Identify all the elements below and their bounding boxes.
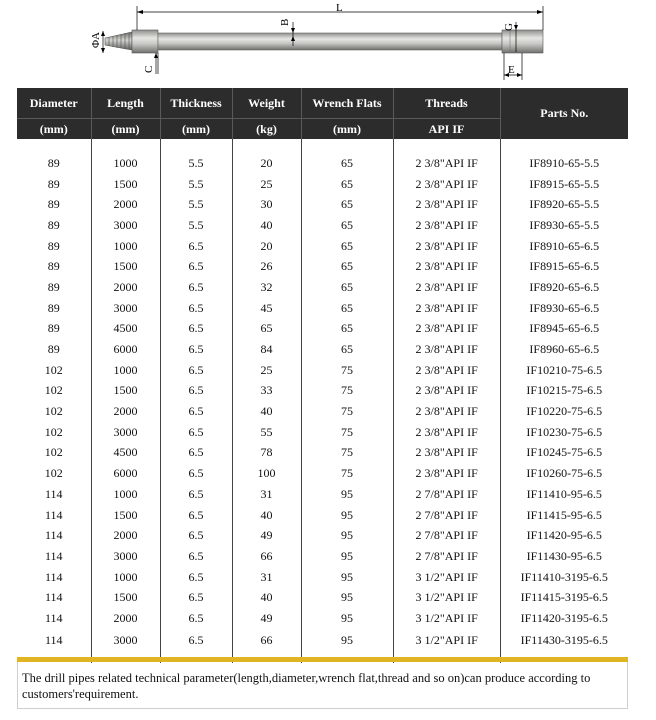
cell-diameter: 114: [44, 528, 63, 543]
cell-wrench-flats: 75: [301, 443, 393, 464]
cell-diameter: 89: [47, 197, 60, 212]
cell-weight: 20: [232, 236, 301, 257]
cell-length: 1500: [91, 256, 160, 277]
cell-wrench-flats: 95: [301, 546, 393, 567]
cell-threads: 2 3/8"API IF: [393, 194, 500, 215]
pin-thread-end: [105, 32, 132, 50]
table-row: [17, 236, 628, 257]
cell-weight: 49: [232, 608, 301, 629]
dimension-C: [143, 53, 158, 74]
cell-diameter: 102: [44, 362, 63, 377]
cell-parts-no: IF8920-65-6.5: [500, 277, 628, 298]
cell-threads: 2 3/8"API IF: [393, 401, 500, 422]
header-wrench-flats: Wrench Flats: [301, 88, 393, 119]
table-row: [17, 256, 628, 277]
cell-thickness: 6.5: [160, 422, 232, 443]
cell-parts-no: IF8915-65-6.5: [500, 256, 628, 277]
unit-wrench-flats: (mm): [301, 119, 393, 140]
cell-weight: 25: [232, 360, 301, 381]
cell-diameter: 89: [47, 238, 60, 253]
cell-diameter: 114: [44, 590, 63, 605]
cell-thickness: 5.5: [160, 215, 232, 236]
cell-thickness: 6.5: [160, 339, 232, 360]
cell-threads: 2 3/8"API IF: [393, 174, 500, 195]
cell-weight: 26: [232, 256, 301, 277]
cell-parts-no: IF8930-65-5.5: [500, 215, 628, 236]
cell-threads: 2 3/8"API IF: [393, 298, 500, 319]
cell-weight: 20: [232, 153, 301, 174]
cell-parts-no: IF8945-65-6.5: [500, 319, 628, 340]
dimension-E: [504, 53, 522, 80]
table-row: [17, 608, 628, 629]
cell-thickness: 5.5: [160, 153, 232, 174]
cell-threads: 3 1/2"API IF: [393, 587, 500, 608]
cell-thickness: 6.5: [160, 463, 232, 484]
cell-wrench-flats: 95: [301, 505, 393, 526]
cell-threads: 2 7/8"API IF: [393, 484, 500, 505]
drill-pipe-diagram: [0, 0, 656, 90]
cell-threads: 2 7/8"API IF: [393, 525, 500, 546]
footer-note: The drill pipes related technical parameter(length,diameter,wrench flat,thread and so on)can produce according to customers'requirement.: [17, 662, 628, 709]
cell-parts-no: IF11430-3195-6.5: [500, 629, 628, 663]
cell-thickness: 6.5: [160, 319, 232, 340]
cell-parts-no: IF8960-65-6.5: [500, 339, 628, 360]
cell-threads: 2 7/8"API IF: [393, 505, 500, 526]
cell-wrench-flats: 95: [301, 629, 393, 663]
cell-diameter: 89: [47, 342, 60, 357]
cell-wrench-flats: 65: [301, 339, 393, 360]
table-row: [17, 525, 628, 546]
cell-wrench-flats: 95: [301, 608, 393, 629]
header-thickness: Thickness: [160, 88, 232, 119]
table-row: [17, 298, 628, 319]
cell-weight: 49: [232, 525, 301, 546]
cell-threads: 2 3/8"API IF: [393, 463, 500, 484]
cell-parts-no: IF10230-75-6.5: [500, 422, 628, 443]
cell-parts-no: IF11415-95-6.5: [500, 505, 628, 526]
cell-wrench-flats: 65: [301, 153, 393, 174]
cell-wrench-flats: 95: [301, 567, 393, 588]
cell-weight: 100: [232, 463, 301, 484]
dim-label-C: C: [143, 65, 155, 73]
table-row: [17, 194, 628, 215]
cell-weight: 40: [232, 215, 301, 236]
cell-thickness: 5.5: [160, 174, 232, 195]
cell-weight: 66: [232, 546, 301, 567]
cell-parts-no: IF11410-3195-6.5: [500, 567, 628, 588]
cell-wrench-flats: 65: [301, 194, 393, 215]
cell-weight: 40: [232, 505, 301, 526]
cell-diameter: 102: [44, 466, 63, 481]
cell-diameter: 89: [47, 259, 60, 274]
table-row: [17, 215, 628, 236]
cell-thickness: 6.5: [160, 629, 232, 663]
cell-parts-no: IF10245-75-6.5: [500, 443, 628, 464]
cell-threads: 2 7/8"API IF: [393, 546, 500, 567]
cell-weight: 84: [232, 339, 301, 360]
cell-diameter: 89: [47, 176, 60, 191]
cell-parts-no: IF11430-95-6.5: [500, 546, 628, 567]
header-weight: Weight: [232, 88, 301, 119]
cell-length: 1500: [91, 587, 160, 608]
cell-threads: 2 3/8"API IF: [393, 422, 500, 443]
cell-diameter: 89: [47, 321, 60, 336]
cell-wrench-flats: 75: [301, 401, 393, 422]
table-row: [17, 174, 628, 195]
cell-thickness: 6.5: [160, 587, 232, 608]
cell-length: 2000: [91, 194, 160, 215]
table-row: [17, 360, 628, 381]
cell-diameter: 89: [47, 217, 60, 232]
header-parts-no: Parts No.: [500, 88, 628, 139]
table-row: [17, 277, 628, 298]
table-row: [17, 422, 628, 443]
cell-length: 2000: [91, 608, 160, 629]
header-row-names: [17, 88, 628, 119]
right-tool-joint: [502, 30, 543, 53]
cell-parts-no: IF8915-65-5.5: [500, 174, 628, 195]
header-length: Length: [91, 88, 160, 119]
cell-length: 1000: [91, 360, 160, 381]
cell-parts-no: IF8930-65-6.5: [500, 298, 628, 319]
cell-wrench-flats: 95: [301, 587, 393, 608]
cell-thickness: 6.5: [160, 381, 232, 402]
cell-threads: 2 3/8"API IF: [393, 443, 500, 464]
dim-label-B: B: [279, 18, 291, 26]
pipe-body: [158, 33, 502, 50]
cell-threads: 2 3/8"API IF: [393, 339, 500, 360]
cell-length: 1000: [91, 153, 160, 174]
table-row: [17, 153, 628, 174]
cell-diameter: 114: [44, 569, 63, 584]
cell-diameter: 89: [47, 155, 60, 170]
cell-threads: 2 3/8"API IF: [393, 236, 500, 257]
cell-weight: 31: [232, 567, 301, 588]
cell-wrench-flats: 65: [301, 319, 393, 340]
cell-weight: 78: [232, 443, 301, 464]
cell-weight: 30: [232, 194, 301, 215]
cell-thickness: 6.5: [160, 401, 232, 422]
cell-threads: 2 3/8"API IF: [393, 215, 500, 236]
cell-weight: 45: [232, 298, 301, 319]
dim-label-phi-A: ΦA: [90, 32, 102, 48]
cell-threads: 2 3/8"API IF: [393, 360, 500, 381]
dimension-phi-A: [90, 31, 105, 53]
table-row: [17, 567, 628, 588]
cell-diameter: 114: [44, 632, 63, 647]
cell-thickness: 6.5: [160, 546, 232, 567]
cell-length: 6000: [91, 463, 160, 484]
table-row: [17, 484, 628, 505]
cell-thickness: 6.5: [160, 256, 232, 277]
cell-parts-no: IF10260-75-6.5: [500, 463, 628, 484]
unit-weight: (kg): [232, 119, 301, 140]
cell-length: 2000: [91, 525, 160, 546]
cell-thickness: 6.5: [160, 567, 232, 588]
cell-length: 3000: [91, 629, 160, 663]
cell-length: 1000: [91, 484, 160, 505]
cell-diameter: 102: [44, 424, 63, 439]
cell-threads: 2 3/8"API IF: [393, 256, 500, 277]
cell-length: 3000: [91, 298, 160, 319]
table-row: [17, 546, 628, 567]
cell-wrench-flats: 75: [301, 360, 393, 381]
cell-thickness: 6.5: [160, 505, 232, 526]
cell-wrench-flats: 75: [301, 463, 393, 484]
cell-length: 4500: [91, 319, 160, 340]
cell-diameter: 89: [47, 300, 60, 315]
cell-threads: 3 1/2"API IF: [393, 629, 500, 663]
dimension-L: [137, 2, 543, 30]
table-row: [17, 587, 628, 608]
cell-threads: 2 3/8"API IF: [393, 153, 500, 174]
cell-weight: 66: [232, 629, 301, 663]
cell-length: 2000: [91, 277, 160, 298]
cell-threads: 2 3/8"API IF: [393, 277, 500, 298]
cell-weight: 32: [232, 277, 301, 298]
cell-length: 3000: [91, 215, 160, 236]
cell-thickness: 6.5: [160, 277, 232, 298]
cell-thickness: 6.5: [160, 298, 232, 319]
cell-thickness: 6.5: [160, 608, 232, 629]
unit-thickness: (mm): [160, 119, 232, 140]
cell-parts-no: IF11420-3195-6.5: [500, 608, 628, 629]
cell-diameter: 114: [44, 610, 63, 625]
cell-length: 1000: [91, 567, 160, 588]
table-row: [17, 463, 628, 484]
left-tool-joint: [132, 30, 158, 53]
cell-parts-no: IF10220-75-6.5: [500, 401, 628, 422]
cell-length: 1500: [91, 381, 160, 402]
cell-weight: 40: [232, 587, 301, 608]
unit-threads: API IF: [393, 119, 500, 140]
spec-table: [17, 88, 628, 663]
cell-length: 1000: [91, 236, 160, 257]
cell-threads: 2 3/8"API IF: [393, 381, 500, 402]
cell-parts-no: IF11420-95-6.5: [500, 525, 628, 546]
cell-thickness: 5.5: [160, 194, 232, 215]
cell-weight: 33: [232, 381, 301, 402]
cell-parts-no: IF8910-65-6.5: [500, 236, 628, 257]
cell-parts-no: IF10210-75-6.5: [500, 360, 628, 381]
cell-wrench-flats: 65: [301, 298, 393, 319]
table-row: [17, 381, 628, 402]
cell-diameter: 102: [44, 404, 63, 419]
table-row: [17, 319, 628, 340]
cell-parts-no: IF8910-65-5.5: [500, 153, 628, 174]
table-row: [17, 443, 628, 464]
cell-length: 4500: [91, 443, 160, 464]
cell-wrench-flats: 65: [301, 236, 393, 257]
cell-threads: 3 1/2"API IF: [393, 608, 500, 629]
cell-thickness: 6.5: [160, 360, 232, 381]
cell-length: 2000: [91, 401, 160, 422]
cell-diameter: 114: [44, 507, 63, 522]
dim-label-E: E: [508, 64, 515, 76]
cell-weight: 31: [232, 484, 301, 505]
cell-diameter: 114: [44, 548, 63, 563]
cell-diameter: 114: [44, 486, 63, 501]
header-threads: Threads: [393, 88, 500, 119]
dim-label-G: G: [503, 23, 515, 31]
cell-wrench-flats: 65: [301, 256, 393, 277]
cell-thickness: 6.5: [160, 443, 232, 464]
cell-diameter: 89: [47, 279, 60, 294]
cell-wrench-flats: 95: [301, 484, 393, 505]
cell-wrench-flats: 75: [301, 381, 393, 402]
spacer-row: [17, 139, 628, 153]
cell-wrench-flats: 95: [301, 525, 393, 546]
cell-thickness: 6.5: [160, 484, 232, 505]
dim-label-L: L: [336, 2, 343, 14]
unit-length: (mm): [91, 119, 160, 140]
unit-diameter: (mm): [17, 119, 91, 140]
cell-wrench-flats: 65: [301, 277, 393, 298]
cell-thickness: 6.5: [160, 525, 232, 546]
cell-thickness: 6.5: [160, 236, 232, 257]
cell-parts-no: IF11415-3195-6.5: [500, 587, 628, 608]
cell-weight: 25: [232, 174, 301, 195]
cell-wrench-flats: 65: [301, 215, 393, 236]
cell-wrench-flats: 75: [301, 422, 393, 443]
cell-weight: 65: [232, 319, 301, 340]
header-diameter: Diameter: [17, 88, 91, 119]
cell-wrench-flats: 65: [301, 174, 393, 195]
cell-length: 6000: [91, 339, 160, 360]
cell-weight: 40: [232, 401, 301, 422]
cell-length: 3000: [91, 546, 160, 567]
spec-table-body: [17, 139, 628, 663]
cell-parts-no: IF11410-95-6.5: [500, 484, 628, 505]
cell-threads: 3 1/2"API IF: [393, 567, 500, 588]
cell-threads: 2 3/8"API IF: [393, 319, 500, 340]
table-row: [17, 505, 628, 526]
cell-length: 3000: [91, 422, 160, 443]
cell-diameter: 102: [44, 383, 63, 398]
cell-weight: 55: [232, 422, 301, 443]
cell-length: 1500: [91, 174, 160, 195]
table-row: [17, 339, 628, 360]
table-row: [17, 401, 628, 422]
cell-parts-no: IF10215-75-6.5: [500, 381, 628, 402]
cell-length: 1500: [91, 505, 160, 526]
cell-diameter: 102: [44, 445, 63, 460]
cell-parts-no: IF8920-65-5.5: [500, 194, 628, 215]
